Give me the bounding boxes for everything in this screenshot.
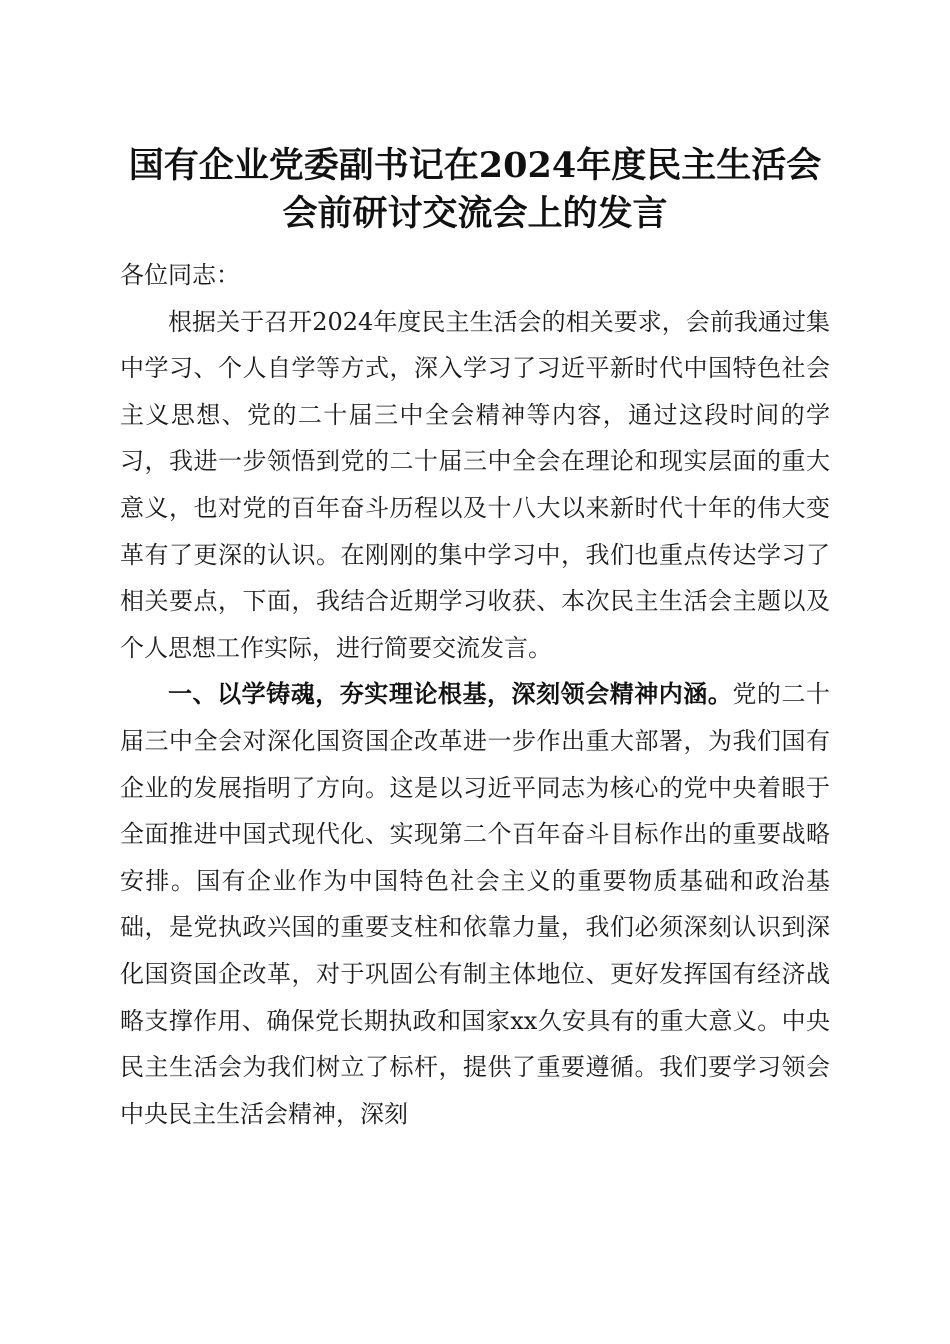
document-title-line-2: 会前研讨交流会上的发言 bbox=[282, 193, 668, 234]
salutation: 各位同志： bbox=[120, 261, 240, 289]
document-title-line-1: 国有企业党委副书记在2024年度民主生活会 bbox=[128, 145, 822, 186]
section-1-text: 党的二十届三中全会对深化国资国企改革进一步作出重大部署，为我们国有企业的发展指明了方向。这是以习近平同志为核心的党中央着眼于全面推进中国式现代化、实现第二个百年奋斗目标作出的重要战略安排。国有企业作为中国特色社会主义的重要物质基础和政治基础，是党执政兴国的重要支柱和依靠力量，我们必须深刻认识到深化国资国企改革，对于巩固公有制主体地位、更好发挥国有经济战略支撑作用、确保党长期执政和国家xx久安具有的重大意义。中央民主生活会为我们树立了标杆，提供了重要遵循。我们要学习领会中央民主生活会精神，深刻 bbox=[120, 680, 831, 1128]
section-1-paragraph bbox=[120, 671, 830, 1137]
document-body bbox=[120, 252, 830, 1137]
section-1-heading: 一、以学铸魂，夯实理论根基，深刻领会精神内涵。 bbox=[168, 680, 733, 709]
intro-paragraph: 根据关于召开2024年度民主生活会的相关要求，会前我通过集中学习、个人自学等方式，深入学习了习近平新时代中国特色社会主义思想、党的二十届三中全会精神等内容，通过这段时间的学习，我进一步领悟到党的二十届三中全会在理论和现实层面的重大意义，也对党的百年奋斗历程以及十八大以来新时代十年的伟大变革有了更深的认识。在刚刚的集中学习中，我们也重点传达学习了相关要点，下面，我结合近期学习收获、本次民主生活会主题以及个人思想工作实际，进行简要交流发言。 bbox=[120, 307, 830, 662]
